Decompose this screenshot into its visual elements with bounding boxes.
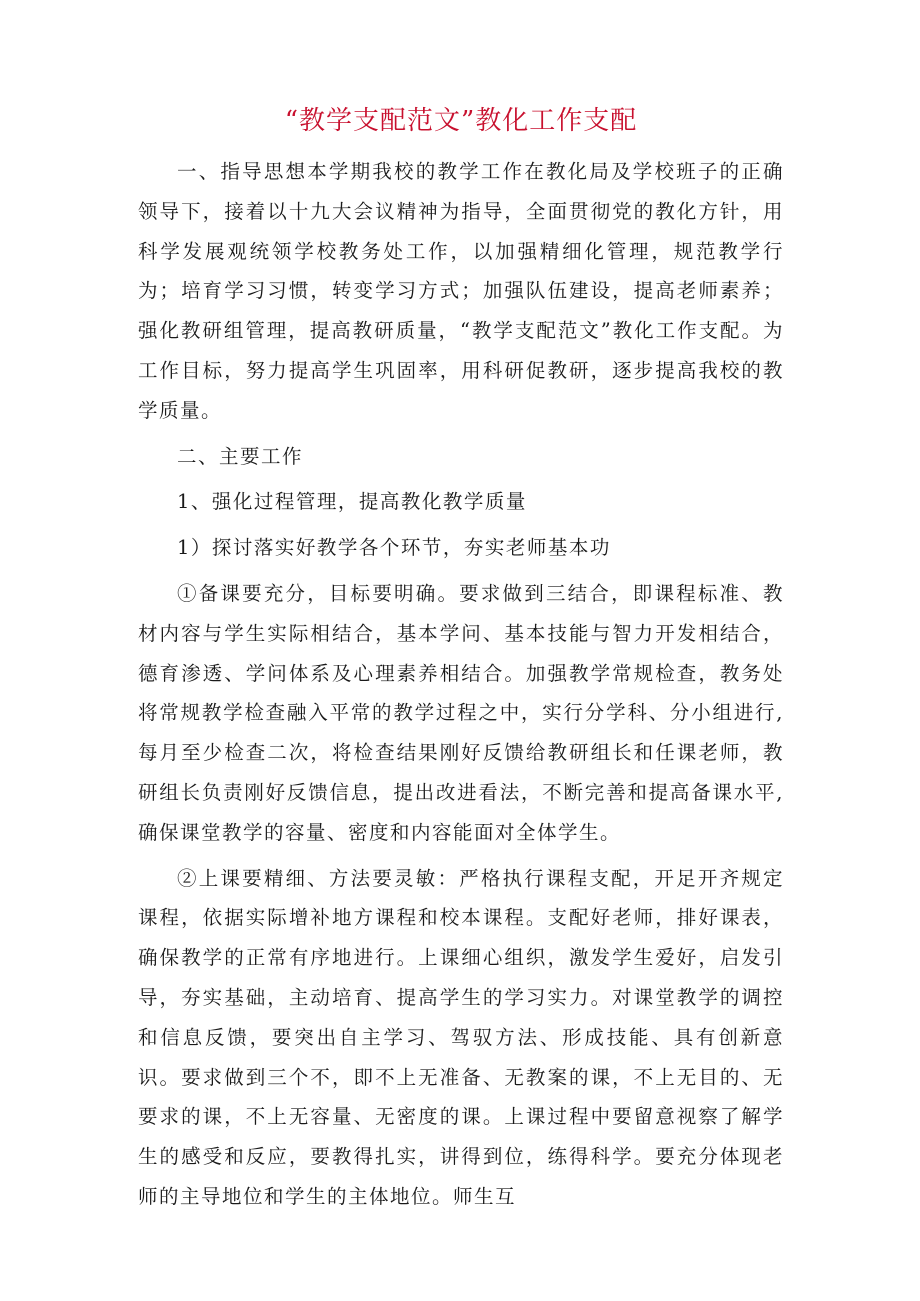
document-title: “教学支配范文”教化工作支配 [284, 106, 638, 136]
section-heading-main-work: 二、主要工作 [177, 444, 304, 468]
paragraph-lesson-preparation: ①备课要充分，目标要明确。要求做到三结合，即课程标准、教材内容与学生实际相结合，基本学问、基本技能与智力开发相结合，德育渗透、学问体系及心理素养相结合。加强教学常规检查，教务处将常规教学检查融入平常的教学过程之中，实行分学科、分小组进行,每月至少检查二次，将检查结果刚好反馈给教研组长和任课老师，教研组长负责刚好反馈信息，提出改进看法，不断完善和提高备课水平,确保课堂教学的容量、密度和内容能面对全体学生。 [138, 581, 784, 844]
paragraph-classroom-teaching: ②上课要精细、方法要灵敏：严格执行课程支配，开足开齐规定课程，依据实际增补地方课程和校本课程。支配好老师，排好课表，确保教学的正常有序地进行。上课细心组织，激发学生爱好，启发引导，夯实基础，主动培育、提高学生的学习实力。对课堂教学的调控和信息反馈，要突出自主学习、驾驭方法、形成技能、具有创新意识。要求做到三个不，即不上无准备、无教案的课，不上无目的、无要求的课，不上无容量、无密度的课。上课过程中要留意视察了解学生的感受和反应，要教得扎实，讲得到位，练得科学。要充分体现老师的主导地位和学生的主体地位。师生互 [138, 866, 784, 1208]
subheading-teaching-links: 1）探讨落实好教学各个环节，夯实老师基本功 [177, 536, 611, 560]
paragraph-guiding-ideology: 一、指导思想本学期我校的教学工作在教化局及学校班子的正确领导下，接着以十九大会议精神为指导，全面贯彻党的教化方针，用科学发展观统领学校教务处工作，以加强精细化管理，规范教学行为；培育学习习惯，转变学习方式；加强队伍建设，提高老师素养；强化教研组管理，提高教研质量，“教学支配范文”教化工作支配。为工作目标，努力提高学生巩固率，用科研促教研，逐步提高我校的教学质量。 [138, 160, 784, 422]
subheading-process-management: 1、强化过程管理，提高教化教学质量 [177, 490, 527, 514]
